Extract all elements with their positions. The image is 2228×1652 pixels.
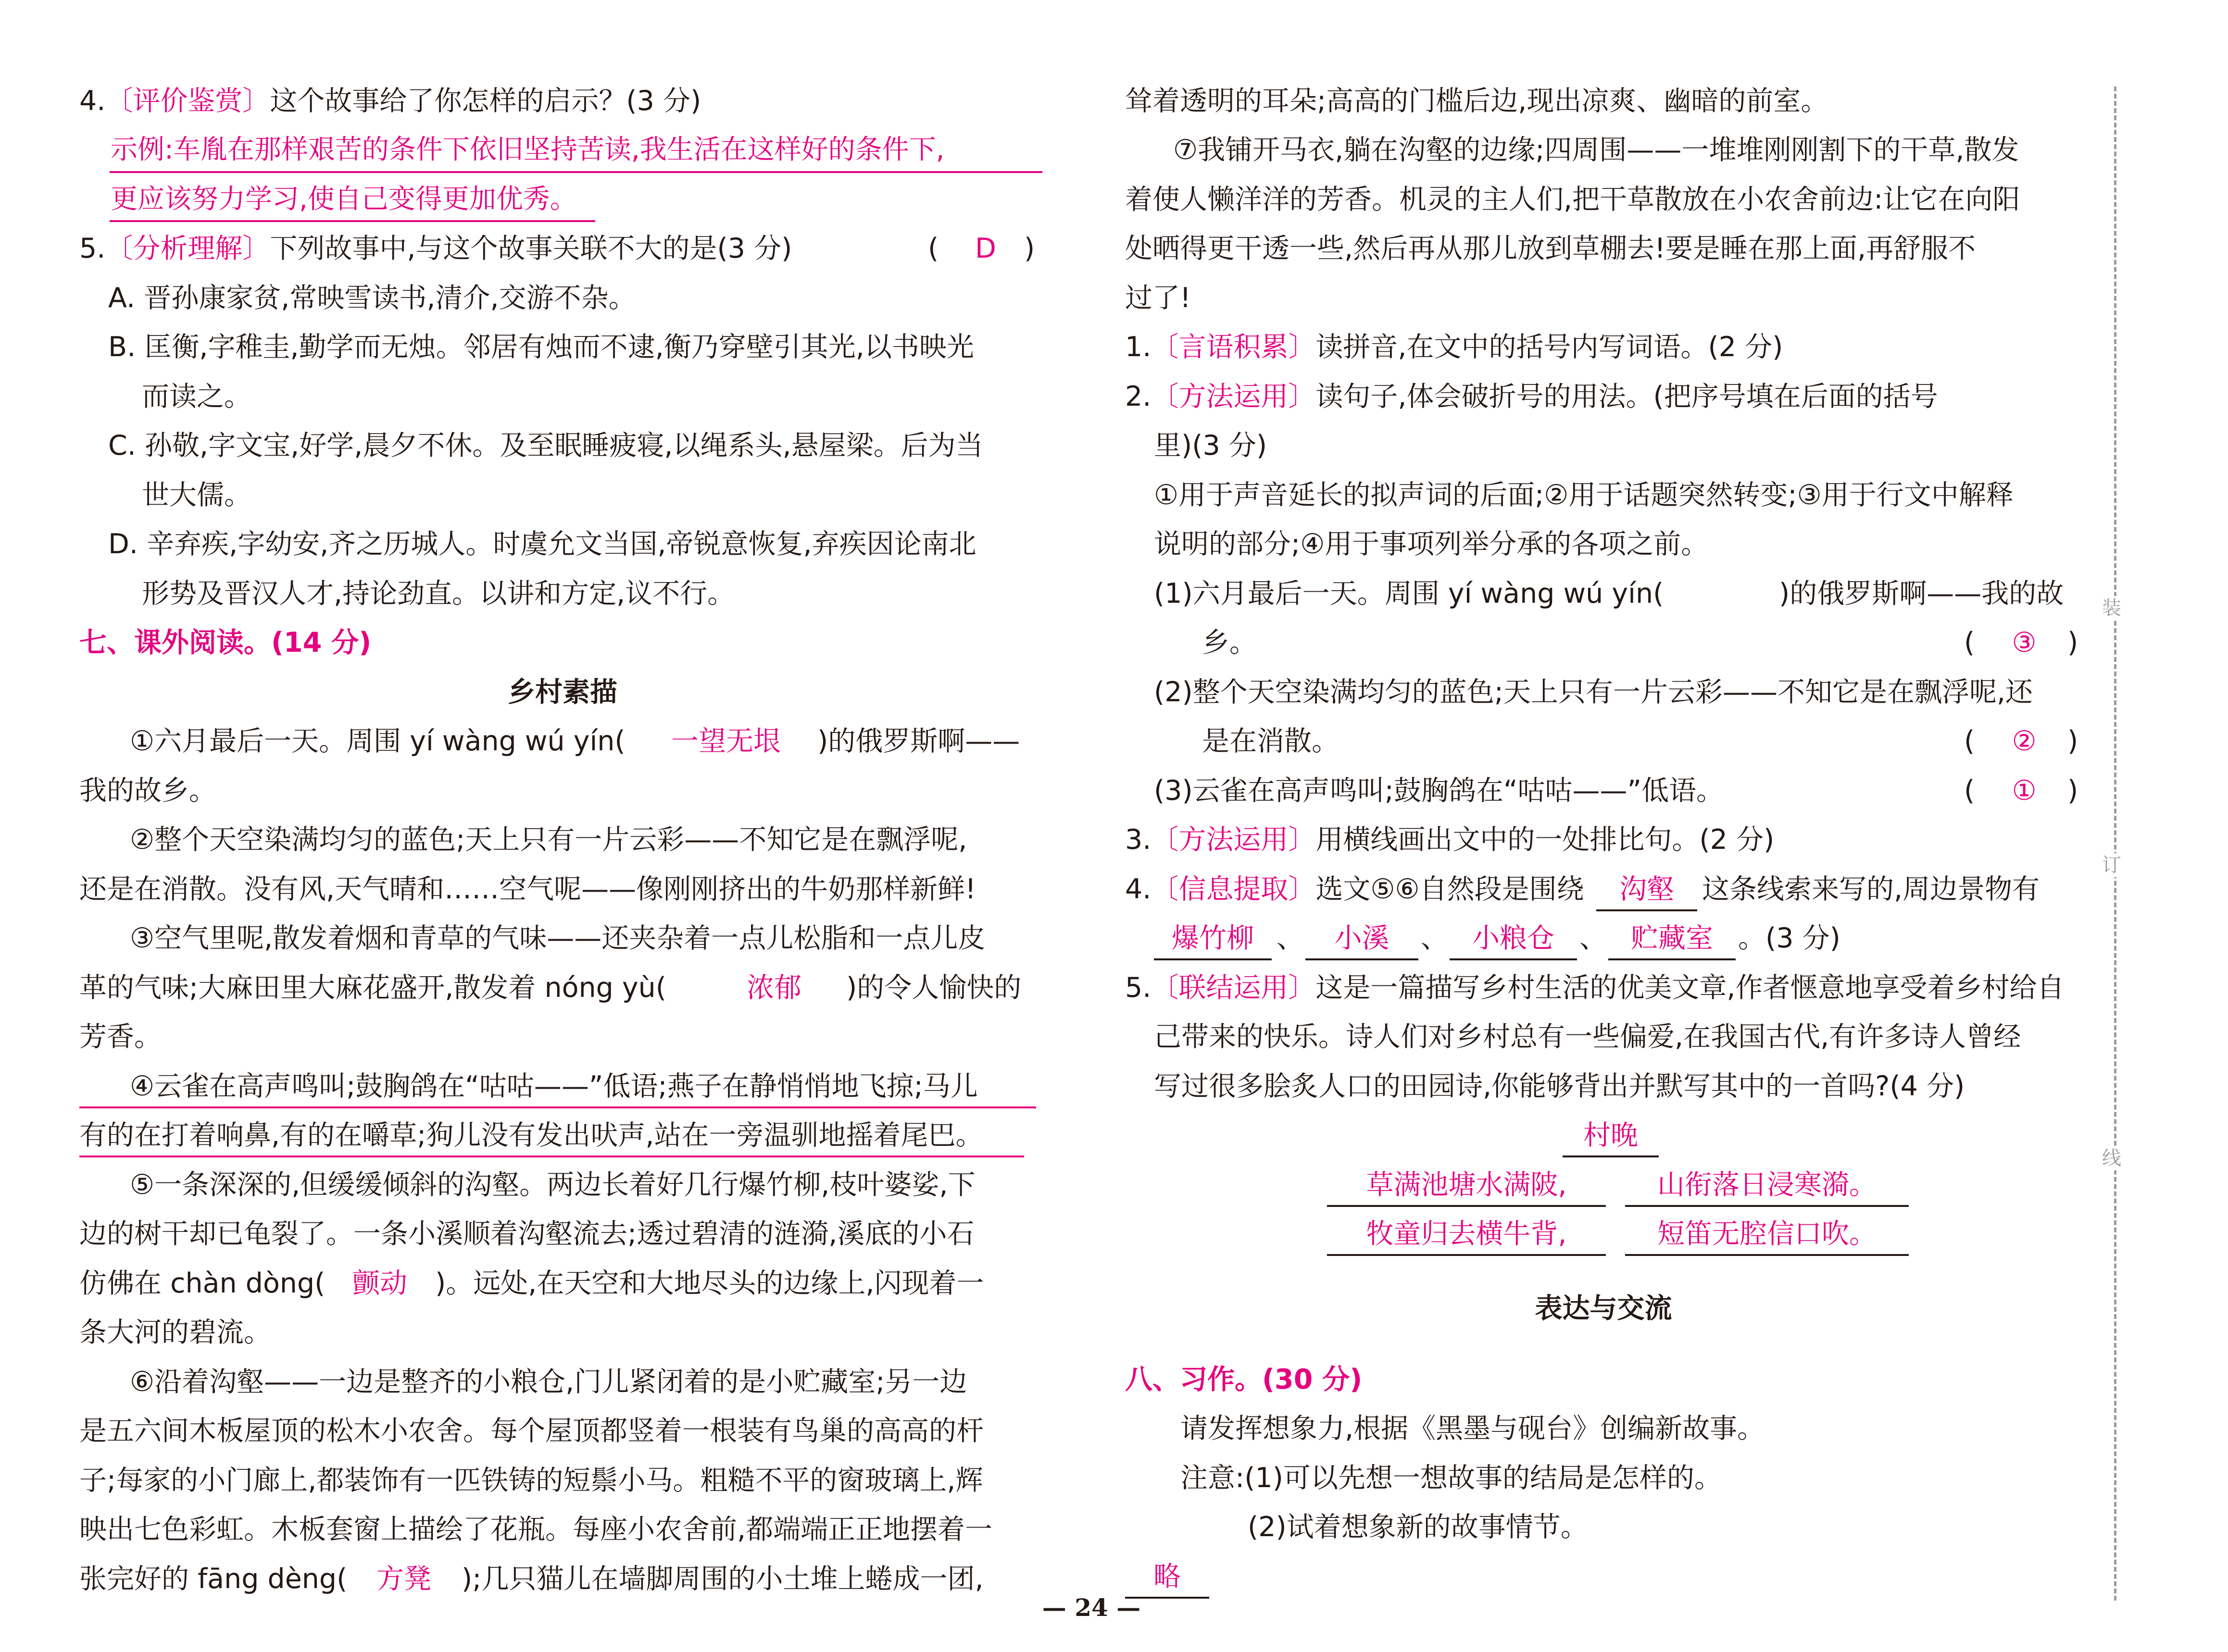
paragraph-5-a: ⑤一条深深的,但缓缓倾斜的沟壑。两边长着好几行爆竹柳,枝叶婆娑,下 bbox=[130, 1169, 976, 1201]
paragraph-5-c: 仿佛在 chàn dòng( bbox=[79, 1267, 325, 1299]
paragraph-7-c: 处晒得更干透一些,然后再从那儿放到草棚去!要是睡在那上面,再舒服不 bbox=[1125, 233, 1976, 264]
blank-underline bbox=[1608, 958, 1736, 960]
q2-item-1: (1)六月最后一天。周围 yí wàng wú yín( bbox=[1154, 578, 1664, 609]
section-heading-expression: 表达与交流 bbox=[1535, 1292, 1672, 1324]
q4-answer-line-1: 示例:车胤在那样艰苦的条件下依旧坚持苦读,我生活在这样好的条件下, bbox=[111, 134, 945, 165]
paragraph-5-b: 边的树干却已龟裂了。一条小溪顺着沟壑流去;透过碧清的涟漪,溪底的小石 bbox=[79, 1218, 975, 1250]
q2-item-3: (3)云雀在高声鸣叫;鼓胸鸽在“咕咕——”低语。 bbox=[1154, 775, 1724, 807]
q2-item-2: (2)整个天空染满均匀的蓝色;天上只有一片云彩——不知它是在飘浮呢,还 bbox=[1154, 676, 2033, 708]
paragraph-4-a: ④云雀在高声鸣叫;鼓胸鸽在“咕咕——”低语;燕子在静悄悄地飞掠;马儿 bbox=[130, 1070, 978, 1102]
blank-underline bbox=[1327, 1254, 1606, 1256]
paragraph-6-e: 张完好的 fāng dèng( bbox=[79, 1563, 348, 1595]
option-b-cont: 而读之。 bbox=[142, 381, 251, 412]
question-4-right: 4.〔信息提取〕选文⑤⑥自然段是围绕 bbox=[1125, 873, 1584, 905]
q2-item-1-b: )的俄罗斯啊——我的故 bbox=[1779, 578, 2064, 609]
q2-paren-open: ( bbox=[1964, 627, 1975, 658]
poem-line-3: 牧童归去横牛背, bbox=[1366, 1218, 1567, 1250]
separator: 、 bbox=[1277, 922, 1304, 954]
question-5-left: 5.〔分析理解〕下列故事中,与这个故事关联不大的是(3 分) bbox=[79, 233, 792, 264]
separator: 、 bbox=[1421, 922, 1448, 954]
paragraph-3-d: 芳香。 bbox=[79, 1021, 162, 1053]
option-d-cont: 形势及晋汉人才,持论劲直。以讲和方定,议不行。 bbox=[142, 578, 735, 609]
separator: 、 bbox=[1579, 922, 1607, 954]
q5-answer-paren-close: ) bbox=[1024, 233, 1035, 264]
paragraph-1-a: ①六月最后一天。周围 yí wàng wú yín( bbox=[130, 725, 626, 757]
blank-underline bbox=[1450, 958, 1577, 960]
paragraph-6-c: 子;每家的小门廊上,都装饰有一匹铁铸的短鬃小马。粗糙不平的窗玻璃上,辉 bbox=[79, 1465, 983, 1496]
binding-mark-2: 订 bbox=[2102, 854, 2121, 876]
q2-paren-close: ) bbox=[2067, 627, 2078, 658]
binding-mark-3: 线 bbox=[2102, 1147, 2121, 1169]
writing-note-1: 注意:(1)可以先想一想故事的结局是怎样的。 bbox=[1180, 1462, 1722, 1494]
question-5-cont-2: 写过很多脍炙人口的田园诗,你能够背出并默写其中的一首吗?(4 分) bbox=[1154, 1070, 1965, 1102]
question-1-right: 1.〔言语积累〕读拼音,在文中的括号内写词语。(2 分) bbox=[1125, 331, 1783, 363]
option-c: C. 孙敬,字文宝,好学,晨夕不休。及至眠睡疲寝,以绳系头,悬屋梁。后为当 bbox=[108, 430, 983, 461]
poem-title: 村晚 bbox=[1583, 1119, 1638, 1151]
blank-underline bbox=[1625, 1254, 1909, 1256]
option-d: D. 辛弃疾,字幼安,齐之历城人。时虞允文当国,帝锐意恢复,弃疾因论南北 bbox=[108, 528, 976, 560]
answer-underline bbox=[110, 171, 1042, 173]
paragraph-7-d: 过了! bbox=[1125, 282, 1191, 314]
question-5-right: 5.〔联结运用〕这是一篇描写乡村生活的优美文章,作者惬意地享受着乡村给自 bbox=[1125, 972, 2065, 1004]
paragraph-6-b: 是五六间木板屋顶的松木小农舍。每个屋顶都竖着一根装有鸟巢的高高的杆 bbox=[79, 1415, 984, 1447]
section-7-heading: 七、课外阅读。(14 分) bbox=[79, 627, 372, 658]
poem-line-1: 草满池塘水满陂, bbox=[1366, 1169, 1567, 1201]
section-8-heading: 八、习作。(30 分) bbox=[1125, 1364, 1363, 1395]
option-a: A. 晋孙康家贫,常映雪读书,清介,交游不杂。 bbox=[108, 282, 636, 314]
paragraph-6-f: );几只猫儿在墙脚周围的小土堆上蜷成一团, bbox=[462, 1563, 984, 1595]
q2-hint-1: ①用于声音延长的拟声词的后面;②用于话题突然转变;③用于行文中解释 bbox=[1154, 479, 2014, 511]
paragraph-6-d: 映出七色彩虹。木板套窗上描绘了花瓶。每座小农舍前,都端端正正地摆着一 bbox=[79, 1514, 993, 1545]
q4-answer-clue: 沟壑 bbox=[1619, 873, 1674, 905]
paragraph-5-e: 条大河的碧流。 bbox=[79, 1317, 271, 1348]
q4-answer-4: 贮藏室 bbox=[1631, 922, 1713, 954]
question-4-text-b: 这条线索来写的,周边景物有 bbox=[1702, 873, 2040, 905]
page-number: — 24 — bbox=[1042, 1593, 1141, 1622]
paragraph-3-a: ③空气里呢,散发着烟和青草的气味——还夹杂着一点儿松脂和一点儿皮 bbox=[130, 922, 986, 954]
option-b: B. 匡衡,字稚圭,勤学而无烛。邻居有烛而不逮,衡乃穿壁引其光,以书映光 bbox=[108, 331, 974, 363]
paragraph-2-b: 还是在消散。没有风,天气晴和……空气呢——像刚刚挤出的牛奶那样新鲜! bbox=[79, 873, 976, 905]
paragraph-3-b: 革的气味;大麻田里大麻花盛开,散发着 nóng yù( bbox=[79, 972, 666, 1004]
answer-underline bbox=[110, 220, 595, 222]
writing-prompt: 请发挥想象力,根据《黑墨与砚台》创编新故事。 bbox=[1180, 1413, 1765, 1444]
q2-hint-2: 说明的部分;④用于事项列举分承的各项之前。 bbox=[1154, 528, 1709, 560]
p1-answer: 一望无垠 bbox=[671, 725, 781, 757]
q4-answer-2: 小溪 bbox=[1334, 922, 1389, 954]
q4-answer-1: 爆竹柳 bbox=[1172, 922, 1254, 954]
paragraph-7-a: ⑦我铺开马衣,躺在沟壑的边缘;四周围——一堆堆刚刚割下的干草,散发 bbox=[1173, 134, 2019, 166]
parallelism-underline bbox=[79, 1155, 1024, 1157]
binding-dashed-line bbox=[2114, 87, 2116, 1601]
p3-answer: 浓郁 bbox=[747, 972, 801, 1004]
q2-paren-close: ) bbox=[2067, 725, 2078, 757]
p5-answer: 颤动 bbox=[352, 1267, 407, 1299]
option-c-cont: 世大儒。 bbox=[142, 479, 251, 511]
question-5-cont-1: 己带来的快乐。诗人们对乡村总有一些偏爱,在我国古代,有许多诗人曾经 bbox=[1154, 1021, 2021, 1053]
paragraph-2-a: ②整个天空染满均匀的蓝色;天上只有一片云彩——不知它是在飘浮呢, bbox=[130, 824, 967, 856]
question-2-right: 2.〔方法运用〕读句子,体会破折号的用法。(把序号填在后面的括号 bbox=[1125, 381, 1938, 412]
paragraph-1-c: 我的故乡。 bbox=[79, 775, 216, 807]
question-3-right: 3.〔方法运用〕用横线画出文中的一处排比句。(2 分) bbox=[1125, 824, 1775, 856]
paragraph-1-b: )的俄罗斯啊—— bbox=[817, 725, 1020, 757]
poem-line-2: 山衔落日浸寒漪。 bbox=[1657, 1169, 1877, 1201]
blank-underline bbox=[1625, 1205, 1909, 1207]
q5-answer-paren: ( bbox=[928, 233, 939, 264]
blank-underline bbox=[1305, 958, 1418, 960]
article-continuation: 耸着透明的耳朵;高高的门槛后边,现出凉爽、幽暗的前室。 bbox=[1125, 85, 1828, 117]
q2-item-1-c: 乡。 bbox=[1202, 627, 1257, 658]
blank-underline bbox=[1596, 909, 1697, 911]
q2-item-1-answer: ③ bbox=[2012, 627, 2037, 658]
writing-answer: 略 bbox=[1153, 1561, 1181, 1592]
question-4-left: 4.〔评价鉴赏〕这个故事给了你怎样的启示？(3 分) bbox=[79, 85, 701, 117]
q2-item-3-answer: ① bbox=[2012, 775, 2037, 807]
q4-answer-line-2: 更应该努力学习,使自己变得更加优秀。 bbox=[111, 184, 577, 215]
q4-points: 。(3 分) bbox=[1738, 922, 1840, 954]
parallelism-underline bbox=[79, 1106, 1036, 1108]
paragraph-7-b: 着使人懒洋洋的芳香。机灵的主人们,把干草散放在小农舍前边:让它在向阳 bbox=[1125, 184, 2020, 215]
q5-answer: D bbox=[975, 233, 996, 264]
q4-answer-3: 小粮仓 bbox=[1472, 922, 1554, 954]
q2-paren-close: ) bbox=[2067, 775, 2078, 807]
paragraph-4-b: 有的在打着响鼻,有的在嚼草;狗儿没有发出吠声,站在一旁温驯地摇着尾巴。 bbox=[79, 1119, 983, 1151]
paragraph-5-d: )。远处,在天空和大地尽头的边缘上,闪现着一 bbox=[435, 1267, 984, 1299]
q2-paren-open: ( bbox=[1964, 725, 1975, 757]
q2-item-2-c: 是在消散。 bbox=[1202, 725, 1339, 757]
blank-underline bbox=[1327, 1205, 1606, 1207]
blank-underline bbox=[1154, 958, 1272, 960]
binding-mark-1: 装 bbox=[2102, 597, 2121, 619]
poem-line-4: 短笛无腔信口吹。 bbox=[1657, 1218, 1877, 1250]
writing-note-2: (2)试着想象新的故事情节。 bbox=[1248, 1511, 1588, 1543]
paragraph-3-c: )的令人愉快的 bbox=[846, 972, 1022, 1004]
paragraph-6-a: ⑥沿着沟壑——一边是整齐的小粮仓,门儿紧闭着的是小贮藏室;另一边 bbox=[130, 1366, 967, 1398]
q2-item-2-answer: ② bbox=[2012, 725, 2037, 757]
blank-underline bbox=[1563, 1155, 1659, 1157]
question-2-cont: 里)(3 分) bbox=[1154, 430, 1267, 461]
q2-paren-open: ( bbox=[1964, 775, 1975, 807]
p6-answer: 方凳 bbox=[376, 1563, 431, 1595]
article-title: 乡村素描 bbox=[508, 676, 617, 708]
